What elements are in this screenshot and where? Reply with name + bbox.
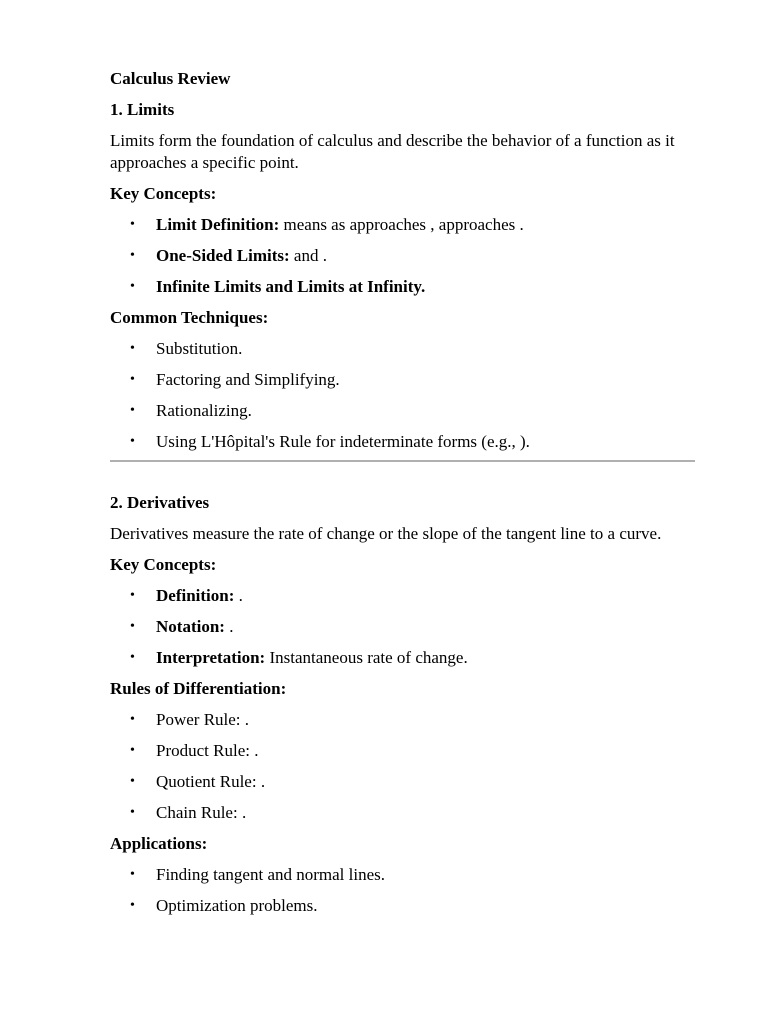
derivatives-key-concepts-label: Key Concepts: [110,555,217,574]
bullet-icon: • [130,372,135,387]
bullet-icon: • [130,805,135,820]
list-item [110,864,695,886]
document [110,68,695,926]
bullet-icon: • [130,588,135,603]
limits-techniques-list [110,338,695,453]
list-item [110,709,695,731]
bullet-icon: • [130,217,135,232]
bullet-icon: • [130,867,135,882]
term: Definition: [156,586,235,605]
technique-text: Substitution. [156,339,243,358]
list-item [110,400,695,422]
section-heading-limits: 1. Limits [110,100,175,119]
limits-intro: Limits form the foundation of calculus and describe the behavior of a function as it approaches a specific point. [110,131,675,172]
document-title: Calculus Review [110,69,231,88]
limits-key-concepts-label: Key Concepts: [110,184,217,203]
list-item [110,214,695,236]
section-heading-derivatives: 2. Derivatives [110,493,210,512]
derivatives-rules-label: Rules of Differentiation: [110,679,287,698]
bullet-icon: • [130,743,135,758]
bullet-icon: • [130,712,135,727]
rule-text: Power Rule: . [156,710,250,729]
technique-text: Factoring and Simplifying. [156,370,340,389]
list-item [110,895,695,917]
bullet-icon: • [130,341,135,356]
rule-text: Chain Rule: . [156,803,247,822]
technique-text: Using L'Hôpital's Rule for indeterminate forms (e.g., ). [156,432,530,451]
term: One-Sided Limits: [156,246,290,265]
term-description: Instantaneous rate of change. [265,648,468,667]
term-description: means as approaches , approaches . [279,215,524,234]
term: Limit Definition: [156,215,280,234]
derivatives-rules-list [110,709,695,824]
bullet-icon: • [130,248,135,263]
list-item [110,585,695,607]
list-item [110,245,695,267]
list-item [110,802,695,824]
list-item [110,338,695,360]
limits-key-concepts-list [110,214,695,298]
derivatives-applications-list [110,864,695,917]
bullet-icon: • [130,434,135,449]
rule-text: Quotient Rule: . [156,772,266,791]
bullet-icon: • [130,898,135,913]
rule-text: Product Rule: . [156,741,259,760]
term: Interpretation: [156,648,266,667]
derivatives-key-concepts-list [110,585,695,669]
limits-techniques-label: Common Techniques: [110,308,269,327]
list-item [110,647,695,669]
derivatives-intro: Derivatives measure the rate of change or the slope of the tangent line to a curve. [110,524,662,543]
section-derivatives [110,492,695,917]
derivatives-applications-label: Applications: [110,834,208,853]
list-item [110,369,695,391]
technique-text: Rationalizing. [156,401,252,420]
bullet-icon: • [130,279,135,294]
bullet-icon: • [130,403,135,418]
section-divider [110,460,695,462]
list-item [110,276,695,298]
term: Infinite Limits and Limits at Infinity. [156,277,426,296]
list-item [110,771,695,793]
section-limits [110,99,695,453]
term-description: and . [289,246,327,265]
term-description: . [234,586,243,605]
bullet-icon: • [130,619,135,634]
term-description: . [224,617,234,636]
term: Notation: [156,617,225,636]
application-text: Finding tangent and normal lines. [156,865,385,884]
list-item [110,740,695,762]
list-item [110,616,695,638]
application-text: Optimization problems. [156,896,318,915]
bullet-icon: • [130,774,135,789]
list-item [110,431,695,453]
bullet-icon: • [130,650,135,665]
